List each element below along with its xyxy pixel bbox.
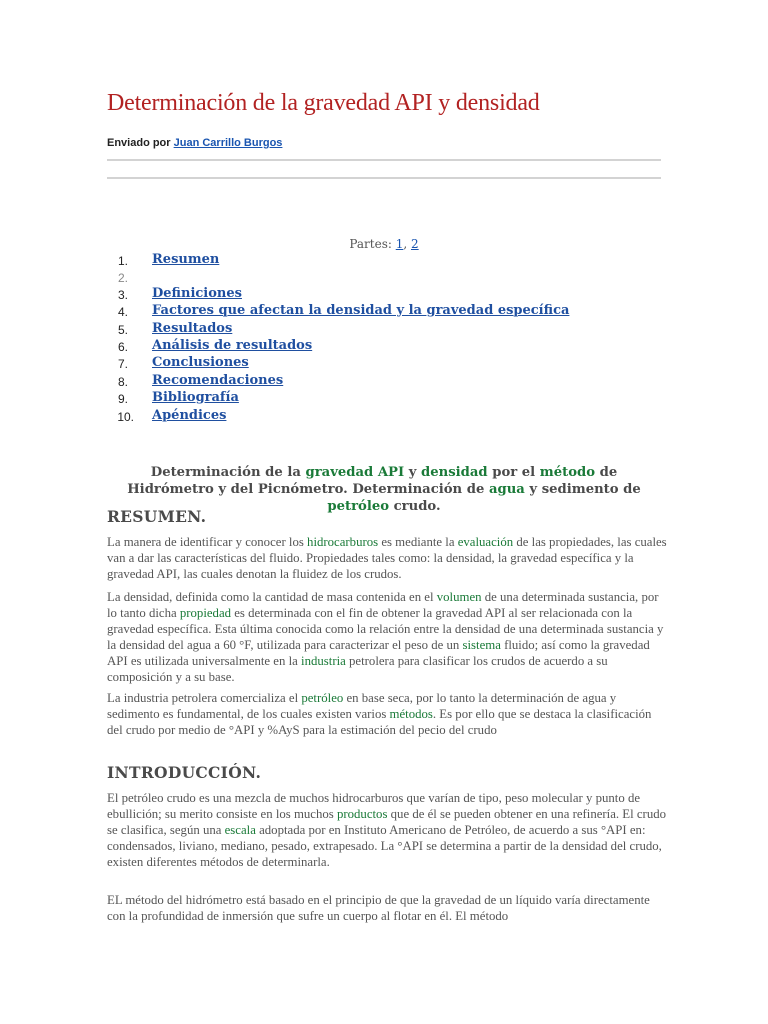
toc-number: 5. [117, 323, 128, 337]
toc-item [0, 321, 128, 338]
toc-number: 8. [117, 375, 128, 389]
toc-item [0, 252, 128, 269]
section-heading-introduccion: INTRODUCCIÓN. [107, 763, 262, 782]
keyword-link[interactable]: industria [301, 654, 346, 668]
author-line [107, 137, 282, 149]
toc-link-conclusiones[interactable]: Conclusiones [152, 355, 249, 370]
author-link[interactable]: Juan Carrillo Burgos [173, 137, 283, 149]
toc-item [0, 303, 128, 320]
article-subtitle: Determinación de la gravedad API y densidad por el método de Hidrómetro y del Picnómetro. Determinación de agua y sedimento de petróleo crudo. [127, 465, 641, 514]
keyword-link[interactable]: gravedad API [305, 465, 405, 480]
divider-top [107, 159, 661, 161]
toc-number: 10. [117, 410, 134, 424]
paragraph: La densidad, definida como la cantidad de masa contenida en el volumen de una determinada sustancia, por lo tanto dicha propiedad es determinada con el fin de obtener la gravedad API al ser relacionada con la gravedad específica. Esta última conocida como la relación entre la densidad de una determinada sustancia y la densidad del agua a 60 °F, utilizada para caracterizar el peso de un sistema fluido; así como la gravedad API es utilizada universalmente en la industria petrolera para clasificar los crudos de acuerdo a su composición y a su base. [107, 590, 664, 684]
toc-item [0, 373, 128, 390]
section-heading-resumen: RESUMEN. [107, 507, 207, 526]
toc-number: 1. [117, 254, 128, 268]
keyword-link[interactable]: propiedad [179, 606, 232, 620]
toc-link-recomendaciones[interactable]: Recomendaciones [152, 373, 284, 388]
keyword-link[interactable]: volumen [436, 590, 482, 604]
keyword-link[interactable]: agua [488, 482, 525, 497]
toc-item [0, 355, 128, 372]
keyword-link[interactable]: densidad [421, 465, 488, 480]
toc-link-factores[interactable]: Factores que afectan la densidad y la gravedad específica [152, 303, 570, 318]
toc-item [0, 269, 128, 286]
toc-link-bibliografia[interactable]: Bibliografía [152, 390, 239, 405]
toc-link-definiciones[interactable]: Definiciones [152, 286, 242, 301]
toc-item [0, 338, 128, 355]
toc-item [0, 286, 128, 303]
keyword-link[interactable]: evaluación [457, 535, 514, 549]
keyword-link[interactable]: métodos [389, 707, 433, 721]
toc-link-resultados[interactable]: Resultados [152, 321, 233, 336]
keyword-link[interactable]: productos [336, 807, 388, 821]
parts-navigation: Partes: 1, 2 [349, 237, 419, 251]
author-prefix: Enviado por [107, 137, 171, 149]
toc-item [0, 390, 128, 407]
toc-number: 9. [117, 392, 128, 406]
paragraph: La industria petrolera comercializa el petróleo en base seca, por lo tanto la determinación de agua y sedimento es fundamental, de los cuales existen varios métodos. Es por ello que se destaca la clasificación del crudo por medio de °API y %AyS para la estimación del pecio del crudo [107, 691, 652, 737]
keyword-link[interactable]: método [539, 465, 596, 480]
toc-number: 7. [117, 357, 128, 371]
paragraph: El petróleo crudo es una mezcla de muchos hidrocarburos que varían de tipo, peso molecular y punto de ebullición; su merito consiste en los muchos productos que de él se pueden obtener en una refinería. El crudo se clasifica, según una escala adoptada por en Instituto Americano de Petróleo, de acuerdo a sus °API en: condensados, liviano, mediano, pesado, extrapesado. La °API se determina a partir de la densidad del crudo, existen diferentes métodos de determinarla. [107, 791, 667, 869]
part-link-1[interactable]: 1 [395, 237, 404, 251]
toc-link-analisis[interactable]: Análisis de resultados [152, 338, 313, 353]
divider-bottom [107, 177, 661, 179]
paragraph: La manera de identificar y conocer los hidrocarburos es mediante la evaluación de las propiedades, las cuales van a dar las características del fluido. Propiedades tales como: la densidad, la gravedad específica y la gravedad API, las cuales denotan la fluidez de los crudos. [107, 535, 667, 581]
part-link-2[interactable]: 2 [411, 237, 419, 251]
toc-number: 2. [117, 271, 128, 285]
toc-link-apendices[interactable]: Apéndices [152, 408, 227, 423]
toc-number: 4. [117, 305, 128, 319]
toc-link-resumen[interactable]: Resumen [152, 252, 220, 267]
keyword-link[interactable]: petróleo [327, 499, 390, 514]
toc-number: 6. [117, 340, 128, 354]
keyword-link[interactable]: petróleo [301, 691, 344, 705]
paragraph: EL método del hidrómetro está basado en el principio de que la gravedad de un líquido varía directamente con la profundidad de inmersión que sufre un cuerpo al flotar en él. El método [107, 893, 650, 923]
toc-item [0, 408, 134, 425]
keyword-link[interactable]: escala [224, 823, 256, 837]
toc-number: 3. [117, 288, 128, 302]
keyword-link[interactable]: sistema [462, 638, 501, 652]
parts-label: Partes: [349, 237, 392, 251]
page-title: Determinación de la gravedad API y densidad [107, 90, 540, 116]
keyword-link[interactable]: hidrocarburos [307, 535, 379, 549]
